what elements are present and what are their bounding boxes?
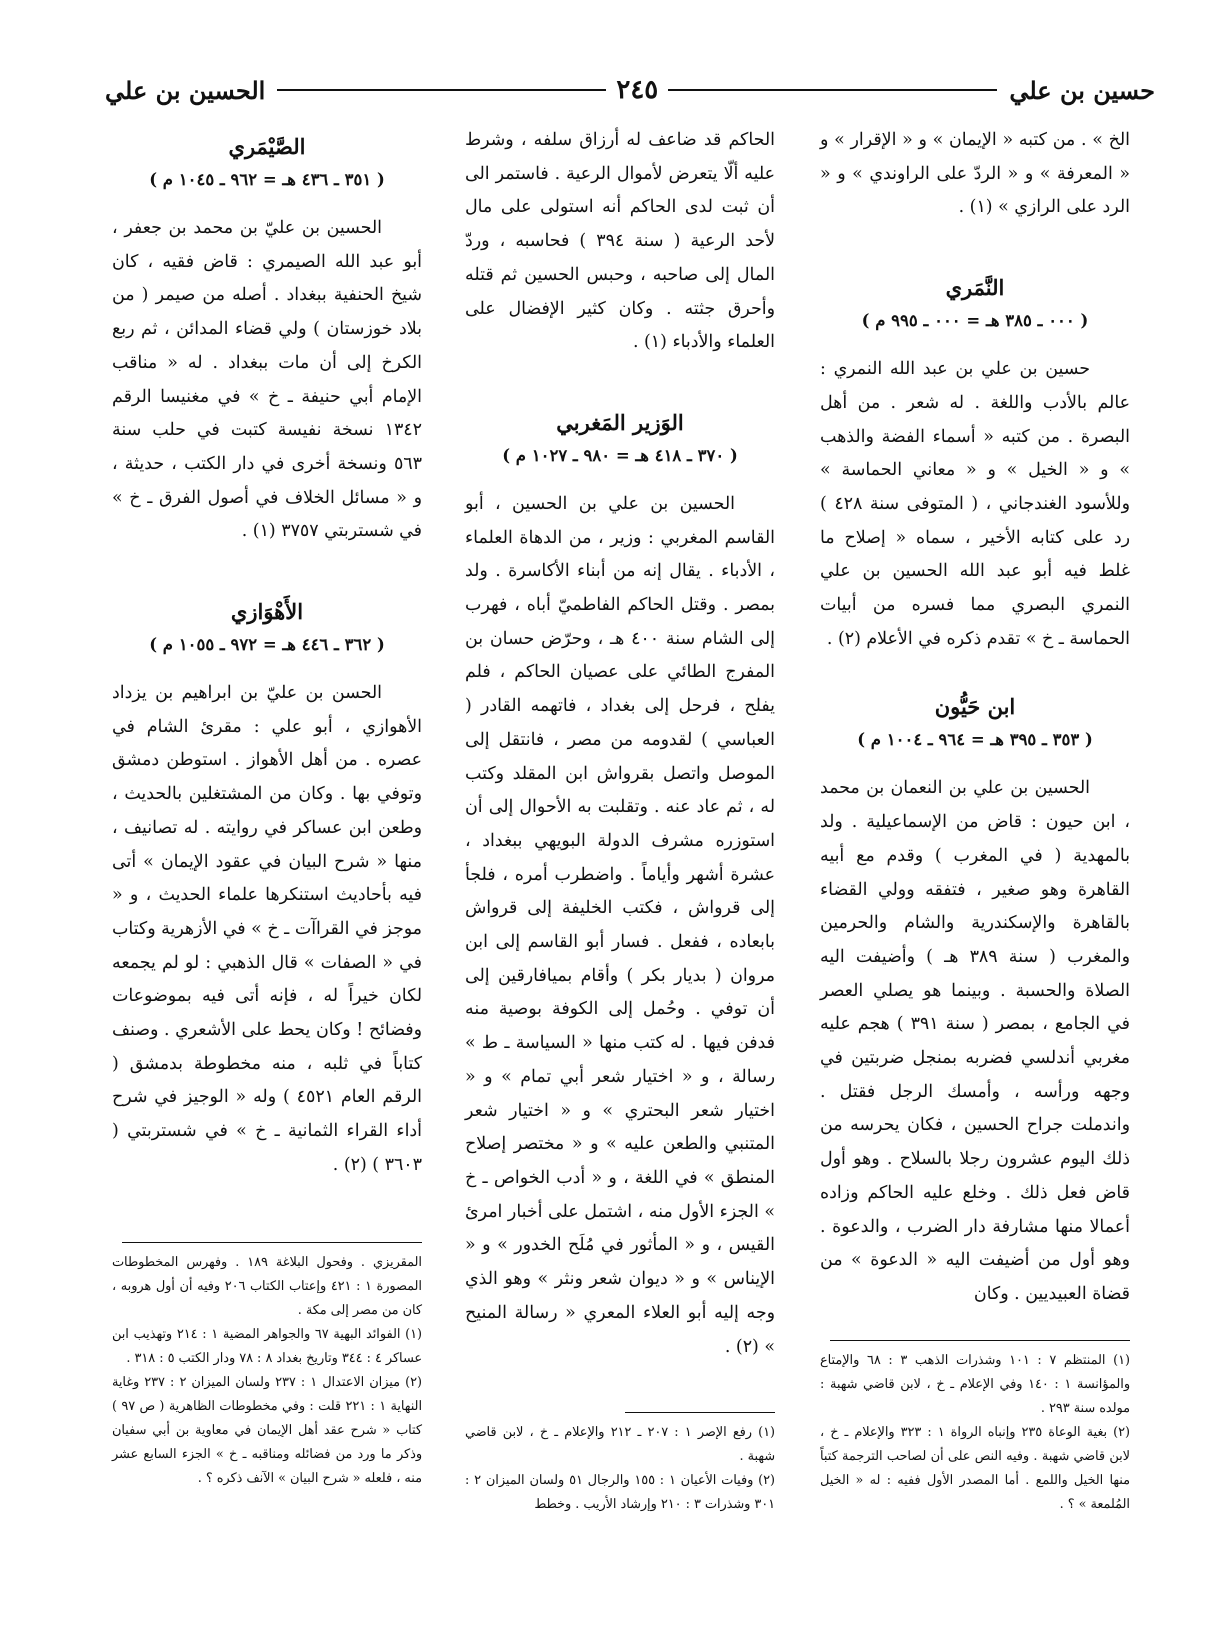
entry-dates-ibn-hayyun: ( ٣٥٣ ـ ٣٩٥ هـ = ٩٦٤ ـ ١٠٠٤ م ): [857, 730, 1093, 750]
footnotes-middle: [465, 1412, 775, 1517]
entry-dates-saymari: ( ٣٥١ ـ ٤٣٦ هـ = ٩٦٢ ـ ١٠٤٥ م ): [149, 170, 385, 189]
entry-title-ahwazi: الأَهْوَازي: [230, 599, 304, 625]
page-number: ٢٤٥: [616, 75, 659, 105]
header-middle: [265, 75, 1009, 105]
footnotes-left: [112, 1242, 422, 1491]
continued-text: الحاكم قد ضاعف له أرزاق سلفه ، وشرط عليه ألّا يتعرض لأموال الرعية . فاستمر الى أن ثبت لدى الحاكم أنه استولى على مال لأحد الرعية ( سنة ٣٩٤ ) فحاسبه ، وردّ المال إلى صاحبه ، وحبس الحسين ثم قتله وأحرق جثته . وكان كثير الإفضال على العلماء والأدباء (١) .: [465, 130, 776, 353]
entry-body-wazir-maghribi: الحسين بن علي بن الحسين ، أبو القاسم المغربي : وزير ، من الدهاة العلماء ، الأدباء . يقال إنه من أبناء الأكاسرة . ولد بمصر . وقتل الحاكم الفاطميّ أباه ، فهرب إلى الشام سنة ٤٠٠ هـ ، وحرّض حسان بن المفرج الطائي على عصيان الحاكم ، فلم يفلح ، فرحل إلى بغداد ، فاتهمه القادر ( العباسي ) لقدومه من مصر ، فانتقل إلى الموصل واتصل بقرواش ابن المقلد وكتب له ، ثم عاد عنه . وتقلبت به الأحوال إلى أن استوزره مشرف الدولة البويهي ببغداد ، عشرة أشهر وأياماً . واضطرب أمره ، فلجأ إلى قرواش ، فكتب الخليفة إلى قرواش بابعاده ، ففعل . فسار أبو القاسم إلى ابن مروان ( بديار بكر ) وأقام بميافارقين إلى أن توفي . وحُمل إلى الكوفة بوصية منه فدفن فيها . له كتب منها « السياسة ـ ط » رسالة ، و « اختيار شعر أبي تمام » و « اختيار شعر البحتري » و « اختيار شعر المتنبي والطعن عليه » و « مختصر إصلاح المنطق » في اللغة ، و « أدب الخواص ـ خ » الجزء الأول منه ، اشتمل على أخبار امرئ القيس ، و « المأثور في مُلَح الخدور » و « الإيناس » و « ديوان شعر ونثر » وهو الذي وجه إليه أبو العلاء المعري « رسالة المنيح » (٢) .: [465, 493, 775, 1357]
footnote: (٢) بغية الوعاة ٢٣٥ وإنباه الرواة ١ : ٣٢٣ والإعلام ـ خ ، لابن قاضي شهبة . وفيه النص على أن لصاحب الترجمة كتباً منها الخيل واللمع . أما المصدر الأول ففيه : له « الخيل المُلمعة » ؟ .: [820, 1425, 1131, 1512]
entry-title-saymari: الصَّيْمَري: [228, 134, 306, 159]
entry-dates-numayri: ( ٠٠٠ ـ ٣٨٥ هـ = ٠٠٠ ـ ٩٩٥ م ): [861, 311, 1089, 331]
spacer: [112, 549, 422, 589]
footnote-rule: [625, 1412, 775, 1413]
footnote: (١) الفوائد البهية ٦٧ والجواهر المضية ١ : ٢١٤ وتهذيب ابن عساكر ٤ : ٣٤٤ وتاريخ بغداد ٨ : ٧٨ ودار الكتب ٥ : ٣١٨ .: [112, 1327, 423, 1366]
footnote: (١) المنتظم ٧ : ١٠١ وشذرات الذهب ٣ : ٦٨ والإمتاع والمؤانسة ١ : ١٤٠ وفي الإعلام ـ خ ، لابن قاضي شهبة : مولده سنة ٢٩٣ .: [820, 1353, 1131, 1416]
entry-dates-wazir-maghribi: ( ٣٧٠ ـ ٤١٨ هـ = ٩٨٠ ـ ١٠٢٧ م ): [502, 445, 738, 465]
footnotes-right: [820, 1340, 1130, 1517]
entry-body-saymari: الحسين بن عليّ بن محمد بن جعفر ، أبو عبد الله الصيمري : قاض فقيه ، كان شيخ الحنفية ببغداد . أصله من صيمر ( من بلاد خوزستان ) ولي قضاء المدائن ، ثم ربع الكرخ إلى أن مات ببغداد . له « مناقب الإمام أبي حنيفة ـ خ » في مغنيسا الرقم ١٣٤٢ نسخة نفيسة كتبت في حلب سنة ٥٦٣ ونسخة أخرى في دار الكتب ، حديثة ، و « مسائل الخلاف في أصول الفرق ـ خ » في شستربتي ٣٧٥٧ (١) .: [112, 218, 422, 542]
header-rule-left: [277, 89, 606, 91]
entry-title-wazir-maghribi: الوَزير المَغربي: [556, 409, 684, 435]
page-header: [105, 70, 1155, 110]
entry-body-ibn-hayyun: الحسين بن علي بن النعمان بن محمد ، ابن حيون : قاض من الإسماعيلية . ولد بالمهدية ( في المغرب ) وقدم مع أبيه القاهرة وهو صغير ، فتفقه وولي القضاء بالقاهرة والإسكندرية والشام والحرمين والمغرب ( سنة ٣٨٩ هـ ) وأضيفت اليه الصلاة والحسبة . وبينما هو يصلي العصر في الجامع ، بمصر ( سنة ٣٩١ ) هجم عليه مغربي أندلسي فضربه بمنجل ضربتين في وجهه ورأسه ، وأمسك الرجل فقتل . واندملت جراح الحسين ، فكان يحرسه من ذلك اليوم عشرون رجلا بالسلاح . وهو أول قاض فعل ذلك . وخلع عليه الحاكم وزاده أعمالا منها مشارفة دار الضرب ، والدعوة . وهو أول من أضيفت اليه « الدعوة » من قضاة العبيديين . وكان: [820, 778, 1131, 1304]
header-right-title: حسين بن علي: [1009, 75, 1155, 105]
spacer: [465, 360, 775, 400]
entry-title-ibn-hayyun: ابن حَيُّون: [934, 694, 1016, 720]
header-left-title: الحسين بن علي: [105, 75, 266, 105]
column-middle: [465, 124, 776, 1357]
continued-text: الخ » . من كتبه « الإيمان » و « الإقرار » و « المعرفة » و « الردّ على الراوندي » و « الرد على الرازي » (١) .: [820, 130, 1130, 218]
header-rule-right: [668, 89, 997, 91]
footnote: المقريزي . وفحول البلاغة ١٨٩ . وفهرس المخطوطات المصورة ١ : ٤٢١ وإعتاب الكتاب ٢٠٦ وفيه أن أول هروبه ، كان من مصر إلى مكة .: [112, 1255, 422, 1318]
footnote: (٢) ميزان الاعتدال ١ : ٢٣٧ ولسان الميزان ٢ : ٢٣٧ وغاية النهاية ١ : ٢٢١ قلت : وفي مخطوطات الظاهرية ( ص ٩٧ ) كتاب « شرح عقد أهل الإيمان في معاوية بن أبي سفيان وذكر ما ورد من فضائله ومناقبه ـ خ » الجزء السابع عشر منه ، فلعله « شرح البيان » الآنف ذكره ؟ .: [112, 1375, 423, 1486]
footnote-rule: [830, 1340, 1130, 1341]
entry-body-numayri: حسين بن علي بن عبد الله النمري : عالم بالأدب واللغة . له شعر . من أهل البصرة . من كتبه « أسماء الفضة والذهب » و « الخيل » و « معاني الحماسة » وللأسود الغندجاني ، ( المتوفى سنة ٤٢٨ ) رد على كتابه الأخير ، سماه « إصلاح ما غلط فيه أبو عبد الله الحسين بن علي النمري البصري مما فسره من أبيات الحماسة ـ خ » تقدم ذكره في الأعلام (٢) .: [820, 359, 1130, 649]
footnote: (١) رفع الإصر ١ : ٢٠٧ ـ ٢١٢ والإعلام ـ خ ، لابن قاضي شهبة .: [465, 1425, 775, 1464]
spacer: [820, 656, 1130, 684]
column-left: [112, 124, 422, 1304]
footnote-rule: [122, 1242, 422, 1243]
entry-body-ahwazi: الحسن بن عليّ بن ابراهيم بن يزداد الأهوازي ، أبو علي : مقرئ الشام في عصره . من أهل الأهواز . استوطن دمشق وتوفي بها . وكان من المشتغلين بالحديث ، وطعن ابن عساكر في روايته . له تصانيف ، منها « شرح البيان في عقود الإيمان » أتى فيه بأحاديث استنكرها علماء الحديث ، و « موجز في القراآت ـ خ » في الأزهرية وكتاب في « الصفات » قال الذهبي : لو لم يجمعه لكان خيراً له ، فإنه أتى فيه بموضوعات وفضائح ! وكان يحط على الأشعري . وصنف كتاباً في ثلبه ، منه مخطوطة بدمشق ( الرقم العام ٤٥٢١ ) وله « الوجيز في شرح أداء القراء الثمانية ـ خ » في شستربتي ( ٣٦٠٣ ) (٢) .: [112, 683, 422, 1175]
entry-title-numayri: النَّمَري: [945, 275, 1005, 301]
column-right: [820, 124, 1130, 1304]
entry-dates-ahwazi: ( ٣٦٢ ـ ٤٤٦ هـ = ٩٧٢ ـ ١٠٥٥ م ): [149, 635, 385, 655]
spacer: [820, 225, 1130, 265]
footnote: (٢) وفيات الأعيان ١ : ١٥٥ والرجال ٥١ ولسان الميزان ٢ : ٣٠١ وشذرات ٣ : ٢١٠ وإرشاد الأريب . وخطط: [465, 1473, 775, 1512]
